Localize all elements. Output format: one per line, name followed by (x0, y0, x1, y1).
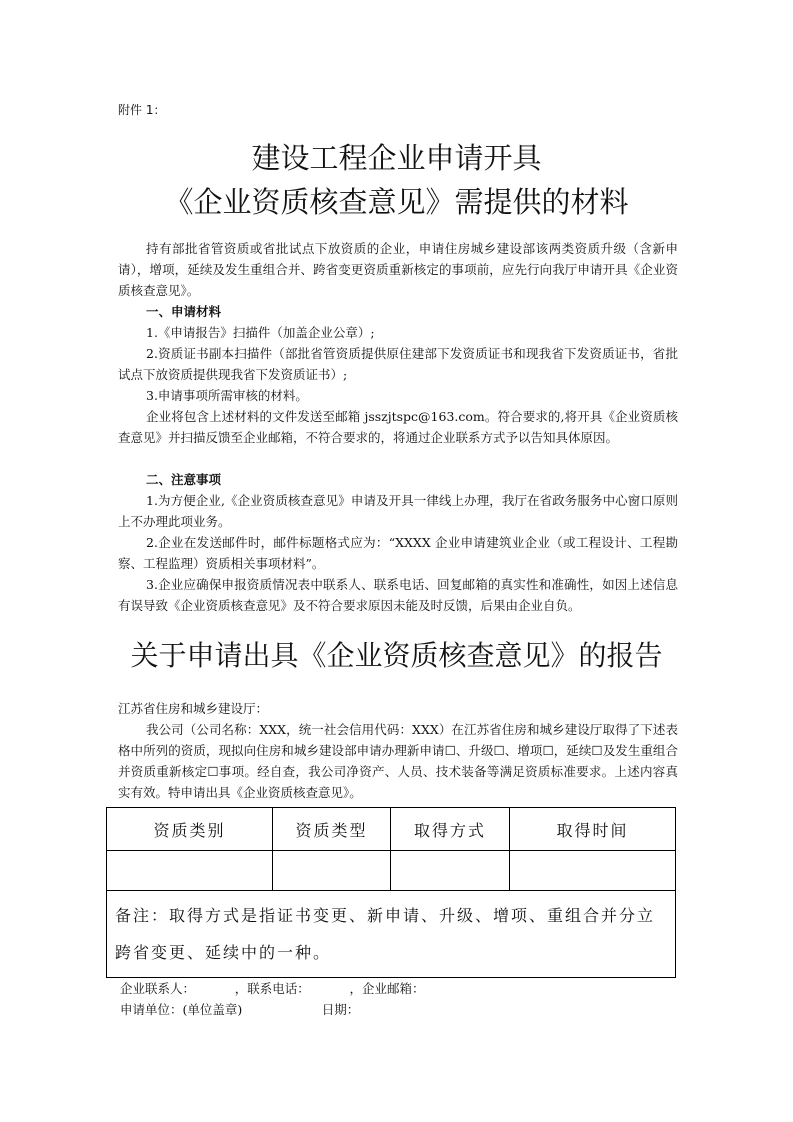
table-cell[interactable] (273, 851, 391, 891)
header-qualification-type: 资质类型 (273, 808, 391, 851)
email-paragraph: 企业将包含上述材料的文件发送至邮箱 jsszjtspc@163.com。符合要求的,将开具《企业资质核查意见》并扫描反馈至企业邮箱，不符合要求的，将通过企业联系方式予以告知具体原因。 (118, 409, 678, 445)
section1-item-3: 3.申请事项所需审核的材料。 (146, 388, 308, 403)
page-title-line2: 《企业资质核查意见》需提供的材料 (164, 185, 629, 219)
table-note: 备注：取得方式是指证书变更、新申请、升级、增项、重组合并分立跨省变更、延续中的一种。 (107, 891, 676, 978)
section1-item-1: 1.《申请报告》扫描件（加盖企业公章）; (146, 325, 375, 340)
report-title: 关于申请出具《企业资质核查意见》的报告 (130, 639, 663, 672)
section2-item-2: 2.企业在发送邮件时，邮件标题格式应为：“XXXX 企业申请建筑业企业（或工程设计、工程勘察、工程监理）资质相关事项材料”。 (118, 535, 678, 571)
section1-heading: 一、申请材料 (146, 304, 222, 319)
header-acquisition-method: 取得方式 (391, 808, 510, 851)
section2-item-3: 3.企业应确保申报资质情况表中联系人、联系电话、回复邮箱的真实性和准确性，如因上述信息有误导致《企业资质核查意见》及不符合要求原因未能及时反馈，后果由企业自负。 (118, 577, 678, 613)
table-cell[interactable] (510, 851, 676, 891)
table-cell[interactable] (391, 851, 510, 891)
page-title-line1: 建设工程企业申请开具 (251, 141, 542, 175)
report-addressee: 江苏省住房和城乡建设厅： (118, 701, 269, 716)
applicant-unit-line: 申请单位：(单位盖章) 日期： (120, 1002, 360, 1017)
qualification-table (106, 807, 676, 978)
report-body: 我公司（公司名称：XXX，统一社会信用代码：XXX）在江苏省住房和城乡建设厅取得了下述表格中所列的资质，现拟向住房和城乡建设部申请办理新申请☐、升级☐、增项☐，延续☐及发生重组合并资质重新核定☐事项。经自查，我公司净资产、人员、技术装备等满足资质标准要求。上述内容真实有效。特申请出具《企业资质核查意见》。 (118, 722, 678, 800)
intro-paragraph: 持有部批省管资质或省批试点下放资质的企业，申请住房城乡建设部该两类资质升级（含新申请），增项，延续及发生重组合并、跨省变更资质重新核定的事项前，应先行向我厅申请开具《企业资质核查意见》。 (118, 241, 678, 298)
table-row (107, 851, 676, 891)
table-header-row (107, 808, 676, 851)
header-qualification-category: 资质类别 (107, 808, 273, 851)
attachment-label: 附件 1： (118, 103, 166, 117)
header-acquisition-time: 取得时间 (510, 808, 676, 851)
section2-heading: 二、注意事项 (146, 472, 222, 487)
table-note-row (107, 891, 676, 978)
table-cell[interactable] (107, 851, 273, 891)
section2-item-1: 1.为方便企业,《企业资质核查意见》申请及开具一律线上办理，我厅在省政务服务中心窗口原则上不办理此项业务。 (118, 493, 678, 529)
contact-line: 企业联系人： ，联系电话： ，企业邮箱： (120, 981, 425, 996)
section1-item-2: 2.资质证书副本扫描件（部批省管资质提供原住建部下发资质证书和现我省下发资质证书，省批试点下放资质提供现我省下发资质证书）; (118, 346, 678, 382)
